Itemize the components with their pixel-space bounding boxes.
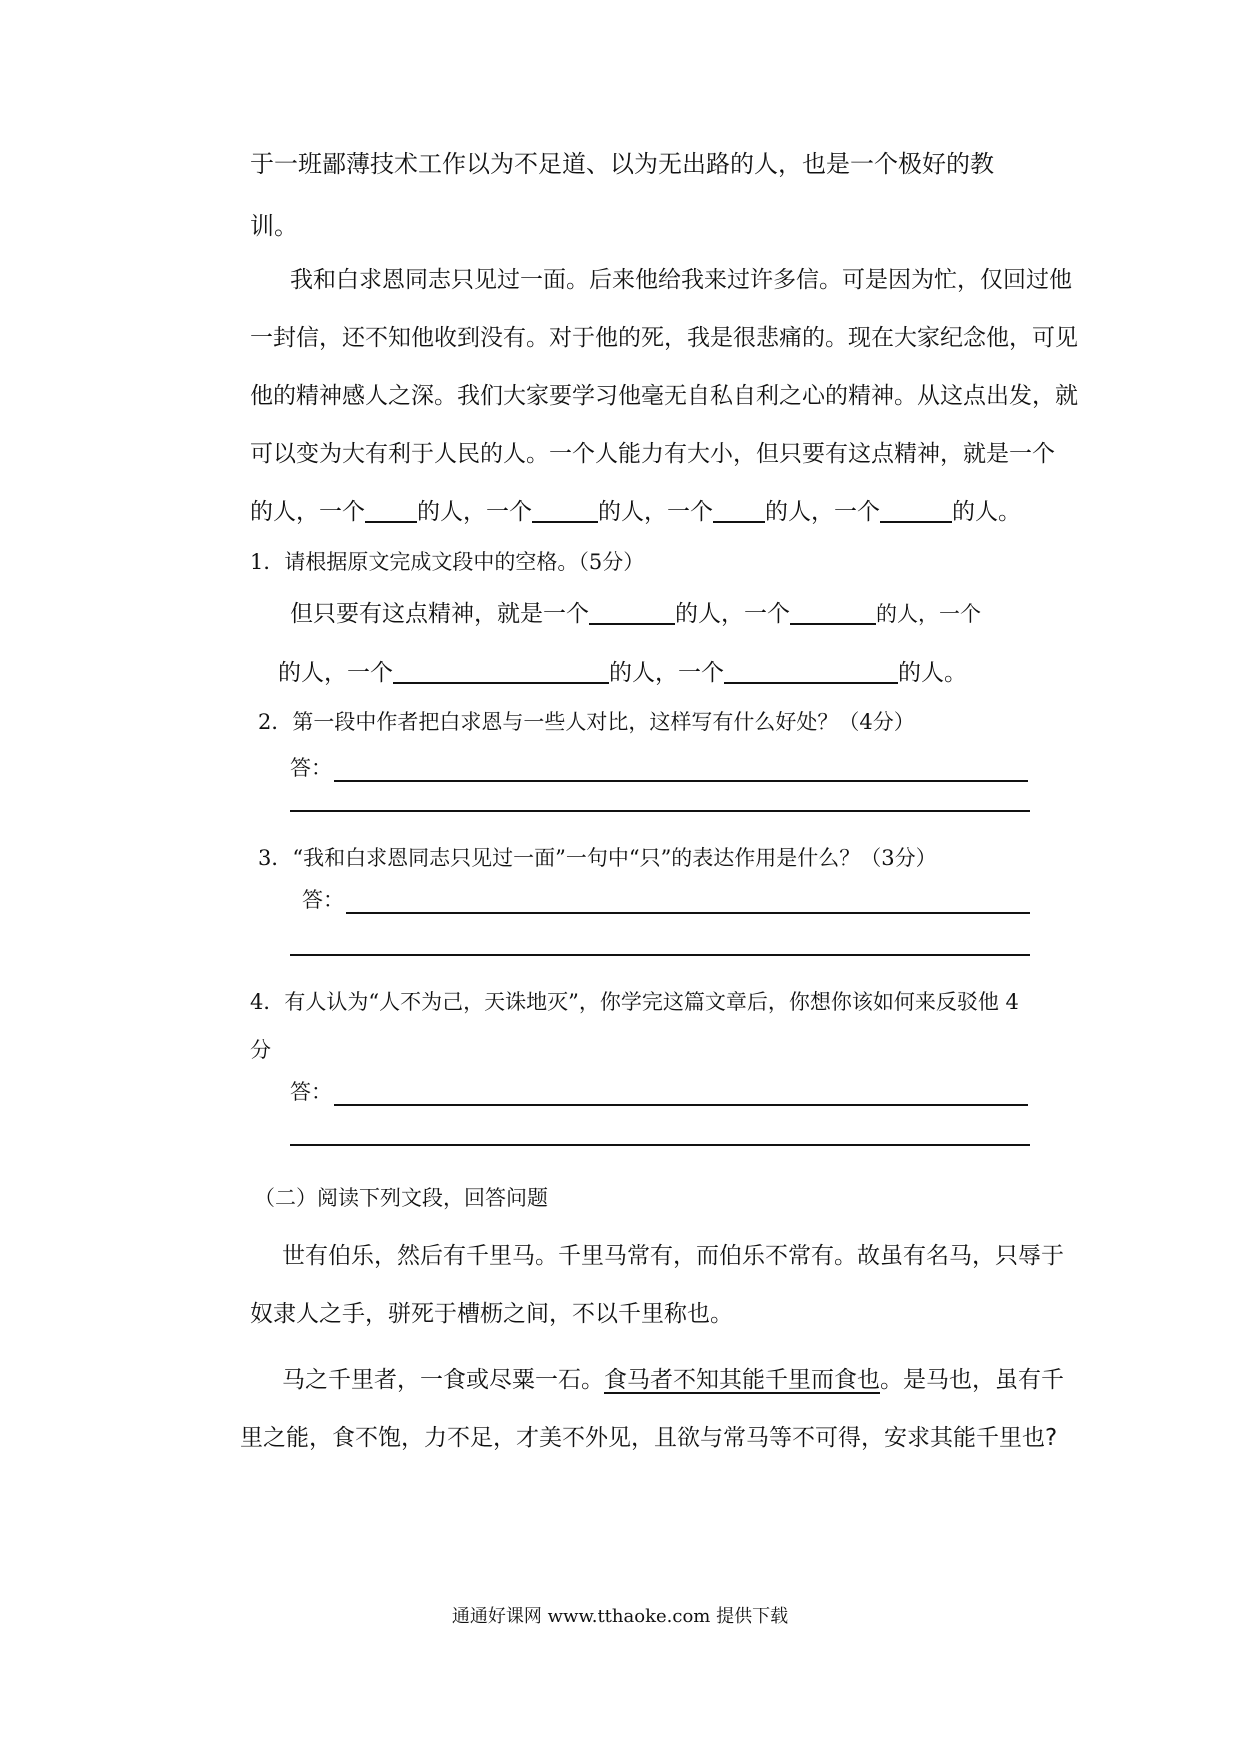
passage-blank-2[interactable] bbox=[532, 497, 598, 523]
q4-answer-label: 答： bbox=[290, 1080, 332, 1104]
question-2-prompt: 2．第一段中作者把白求恩与一些人对比，这样写有什么好处？（4分） bbox=[258, 710, 915, 734]
para2-underlined-sentence: 食马者不知其能千里而食也 bbox=[604, 1367, 880, 1393]
passage-line-2: 训。 bbox=[250, 212, 298, 240]
question-4-prompt-line-1: 4．有人认为“人不为己，天诛地灭”，你学完这篇文章后，你想你该如何来反驳他 4 bbox=[250, 990, 1019, 1014]
question-3-prompt: 3．“我和白求恩同志只见过一面”一句中“只”的表达作用是什么？（3分） bbox=[258, 846, 937, 870]
q1-fill1-text-3: 的人，一个 bbox=[876, 602, 981, 626]
passage-line-1: 于一班鄙薄技术工作以为不足道、以为无出路的人，也是一个极好的教 bbox=[250, 150, 994, 178]
q1-fill2-text-2: 的人，一个 bbox=[609, 660, 724, 686]
question-4-answer-row bbox=[290, 1076, 1030, 1110]
question-2-answer-row bbox=[290, 752, 1030, 786]
q1-blank-3[interactable] bbox=[393, 658, 609, 684]
passage-blank-text-1: 的人，一个 bbox=[250, 499, 365, 525]
q1-fill1-text-1: 但只要有这点精神，就是一个 bbox=[290, 601, 589, 627]
q4-answer-line-1[interactable] bbox=[334, 1104, 1028, 1106]
section-2-para-1-line-1: 世有伯乐，然后有千里马。千里马常有，而伯乐不常有。故虽有名马，只辱于 bbox=[282, 1243, 1064, 1269]
passage-line-5: 他的精神感人之深。我们大家要学习他毫无自私自利之心的精神。从这点出发，就 bbox=[250, 383, 1078, 409]
passage-blank-text-2: 的人，一个 bbox=[417, 499, 532, 525]
q1-fill2-text-3: 的人。 bbox=[898, 660, 967, 686]
question-1-prompt: 1．请根据原文完成文段中的空格。（5分） bbox=[250, 550, 645, 574]
section-2-para-2-line-2: 里之能，食不饱，力不足，才美不外见，且欲与常马等不可得，安求其能千里也? bbox=[240, 1425, 1058, 1451]
passage-blank-text-5: 的人。 bbox=[952, 499, 1021, 525]
question-1-fill-line-2 bbox=[278, 657, 1068, 689]
q3-answer-line-2[interactable] bbox=[290, 954, 1030, 956]
q1-fill1-text-2: 的人，一个 bbox=[675, 601, 790, 627]
q1-blank-2[interactable] bbox=[790, 599, 876, 625]
passage-blank-4[interactable] bbox=[880, 497, 952, 523]
section-2-para-2-line-1 bbox=[282, 1364, 1072, 1396]
section-2-heading: （二）阅读下列文段，回答问题 bbox=[254, 1186, 548, 1210]
passage-blank-3[interactable] bbox=[713, 497, 765, 523]
passage-blank-text-4: 的人，一个 bbox=[765, 499, 880, 525]
q1-blank-1[interactable] bbox=[589, 599, 675, 625]
question-1-fill-line-1 bbox=[290, 598, 1080, 630]
question-3-answer-row bbox=[302, 884, 1030, 918]
passage-blank-line bbox=[250, 496, 1040, 528]
passage-blank-1[interactable] bbox=[365, 497, 417, 523]
para2-text-b: 。是马也，虽有千 bbox=[880, 1367, 1064, 1393]
section-2-para-1-line-2: 奴隶人之手，骈死于槽枥之间，不以千里称也。 bbox=[250, 1301, 733, 1327]
q1-fill2-text-1: 的人，一个 bbox=[278, 660, 393, 686]
passage-line-6: 可以变为大有利于人民的人。一个人能力有大小，但只要有这点精神，就是一个 bbox=[250, 441, 1055, 467]
q4-answer-line-2[interactable] bbox=[290, 1144, 1030, 1146]
passage-blank-text-3: 的人，一个 bbox=[598, 499, 713, 525]
para2-text-a: 马之千里者，一食或尽粟一石。 bbox=[282, 1367, 604, 1393]
passage-line-4: 一封信，还不知他收到没有。对于他的死，我是很悲痛的。现在大家纪念他，可见 bbox=[250, 325, 1078, 351]
page-footer: 通通好课网 www.tthaoke.com 提供下载 bbox=[451, 1606, 789, 1627]
q3-answer-line-1[interactable] bbox=[346, 912, 1030, 914]
q3-answer-label: 答： bbox=[302, 888, 344, 912]
q2-answer-line-1[interactable] bbox=[334, 780, 1028, 782]
question-4-prompt-line-2: 分 bbox=[250, 1038, 271, 1062]
passage-line-3: 我和白求恩同志只见过一面。后来他给我来过许多信。可是因为忙，仅回过他 bbox=[290, 267, 1072, 293]
q2-answer-label: 答： bbox=[290, 756, 332, 780]
q1-blank-4[interactable] bbox=[724, 658, 898, 684]
q2-answer-line-2[interactable] bbox=[290, 810, 1030, 812]
